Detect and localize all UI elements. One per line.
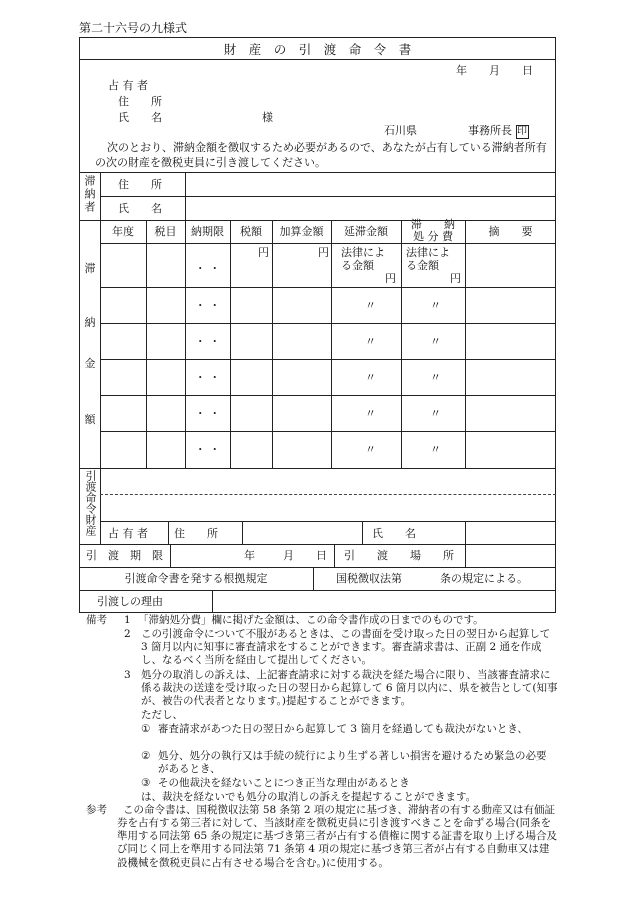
ditto-mark: 〃 xyxy=(430,335,441,348)
delinquent-side-text: 滞納者 xyxy=(83,175,96,214)
sanko-text: この命令書は、国税徴収法第 58 条第 2 項の規定に基づき、滞納者の有する動産又は有価証券を占有する第三者に対して、当該財産を徴税吏員に引き渡すべきことを命ずる場合(同条を準用する同法第 65 条の規定に基づき第三者が占有する債権に関する証書を取り上げる場合及び同じく同上を準用する同法第 71 条第 4 項の規定に基づき第三者が占有する自動車又は建設機械を徴税吏員に占有させる場合を含む。)に使用する。 xyxy=(117,804,558,869)
notes-sanko-label: 参考 xyxy=(86,804,107,816)
ditto-mark: 〃 xyxy=(365,371,376,384)
amount-side-label-2: 納 xyxy=(84,316,96,329)
deadline-month-label: 月 xyxy=(283,549,294,562)
date-year-label: 年 xyxy=(456,64,467,77)
property-side-text: 引渡命令財産 xyxy=(84,470,97,536)
property-address-label: 住 所 xyxy=(174,527,218,540)
due-date-dots: ・ ・ xyxy=(194,262,221,275)
yen-unit: 円 xyxy=(318,246,329,259)
due-date-dots: ・ ・ xyxy=(194,299,221,312)
sub-1-number: ① xyxy=(141,723,151,735)
ditto-mark: 〃 xyxy=(365,407,376,420)
occupier-heading: 占 有 者 xyxy=(108,79,148,92)
issuer-office-head xyxy=(468,124,529,139)
basis-rule: 条の規定による。 xyxy=(440,572,528,585)
due-date-dots: ・ ・ xyxy=(194,407,221,420)
property-name-label: 氏 名 xyxy=(372,527,416,540)
date-day-label: 日 xyxy=(522,64,533,77)
intro-text: 次のとおり、滞納金額を徴収するため必要があるので、あなたが占有している滞納者所有の次の財産を徴税吏員に引き渡してください。 xyxy=(95,141,547,169)
yen-unit: 円 xyxy=(385,272,396,285)
col-header-due-date: 納期限 xyxy=(191,225,224,238)
col-header-tax-amount: 税額 xyxy=(240,225,262,238)
seal-mark: 印 xyxy=(517,126,527,137)
notes-biko-label: 備考 xyxy=(86,614,107,626)
note-1-number: 1 xyxy=(124,614,131,626)
note-1-text: 「滞納処分費」欄に掲げた金額は、この命令書作成の日までのものです。 xyxy=(138,614,484,626)
basis-law: 国税徴収法第 xyxy=(336,572,402,585)
legal-amount-text: 法律によ る金額 xyxy=(341,246,385,272)
due-date-dots: ・ ・ xyxy=(194,443,221,456)
note-3-number: 3 xyxy=(124,669,131,681)
delinquent-address-label: 住 所 xyxy=(118,178,162,191)
occupier-address-label: 住 所 xyxy=(118,95,162,108)
honorific-sama: 様 xyxy=(262,111,273,124)
ditto-mark: 〃 xyxy=(365,335,376,348)
note-2-text: この引渡命令について不服があるときは、この書面を受け取った日の翌日から起算して 3 箇月以内に知事に審査請求をすることができます。審査請求書は、正副 2 通を作成し、なるべく当所を経由して提出してください。 xyxy=(141,628,551,667)
amount-side-label-3: 金 xyxy=(84,357,96,370)
legal-amount-text: 法律によ る金額 xyxy=(406,246,450,272)
date-month-label: 月 xyxy=(489,64,500,77)
sub-2-text: 処分、処分の執行又は手続の続行により生ずる著しい損害を避けるため緊急の必要があるとき、 xyxy=(158,750,547,776)
ditto-mark: 〃 xyxy=(430,299,441,312)
delinquent-side-label xyxy=(80,175,99,214)
ditto-mark: 〃 xyxy=(430,371,441,384)
col-header-additional: 加算金額 xyxy=(279,225,324,238)
amount-side-label-4: 額 xyxy=(84,413,96,426)
office-head-label: 事務所長 xyxy=(468,124,512,137)
basis-label: 引渡命令書を発する根拠規定 xyxy=(124,572,268,585)
due-date-dots: ・ ・ xyxy=(194,371,221,384)
yen-unit: 円 xyxy=(258,246,269,259)
sub-2-number: ② xyxy=(141,750,151,762)
sub-1-text: 審査請求があつた日の翌日から起算して 3 箇月を経過しても裁決がないとき、 xyxy=(158,723,528,735)
reason-label: 引渡しの理由 xyxy=(97,595,163,608)
yen-unit: 円 xyxy=(450,272,461,285)
issuer-prefecture: 石川県 xyxy=(384,124,417,137)
property-side-label xyxy=(80,470,100,536)
form-number: 第二十六号の九様式 xyxy=(79,21,188,35)
deadline-year-label: 年 xyxy=(244,549,255,562)
delinquent-name-label: 氏 名 xyxy=(118,202,162,215)
issue-date xyxy=(456,64,546,78)
col-header-disposition-cost: 滞 納 処 分 費 xyxy=(411,218,455,243)
ditto-mark: 〃 xyxy=(365,443,376,456)
form-title: 財 産 の 引 渡 命 令 書 xyxy=(223,42,412,57)
note-3-tadashi: ただし、 xyxy=(141,709,183,721)
delivery-deadline-label: 引 渡 期 限 xyxy=(86,549,163,562)
note-3-text: 処分の取消しの訴えは、上記審査請求に対する裁決を経た場合に限り、当該審査請求に係る裁決の送達を受け取った日の翌日から起算して 6 箇月以内に、県を被告として(知事が、被告の代表者となります。)提起することができます。 xyxy=(141,669,558,708)
due-date-dots: ・ ・ xyxy=(194,335,221,348)
property-occupier-label: 占 有 者 xyxy=(108,527,148,540)
deadline-day-label: 日 xyxy=(316,549,327,562)
occupier-name-label: 氏 名 xyxy=(118,111,162,124)
col-header-delinquency-charge: 延滞金額 xyxy=(344,225,388,238)
ditto-mark: 〃 xyxy=(430,407,441,420)
ditto-mark: 〃 xyxy=(430,443,441,456)
sub-tail-text: は、裁決を経ないでも処分の取消しの訴えを提起することができます。 xyxy=(141,791,477,803)
sub-3-text: その他裁決を経ないことにつき正当な理由があるとき xyxy=(158,777,410,789)
sub-3-number: ③ xyxy=(141,777,151,789)
ditto-mark: 〃 xyxy=(365,299,376,312)
col-header-year: 年度 xyxy=(112,225,134,238)
col-header-remarks: 摘 要 xyxy=(488,225,533,238)
amount-side-label-1: 滞 xyxy=(84,262,96,275)
note-2-number: 2 xyxy=(124,628,131,640)
delivery-place-label: 引 渡 場 所 xyxy=(344,549,454,562)
col-header-tax-item: 税目 xyxy=(154,225,177,238)
